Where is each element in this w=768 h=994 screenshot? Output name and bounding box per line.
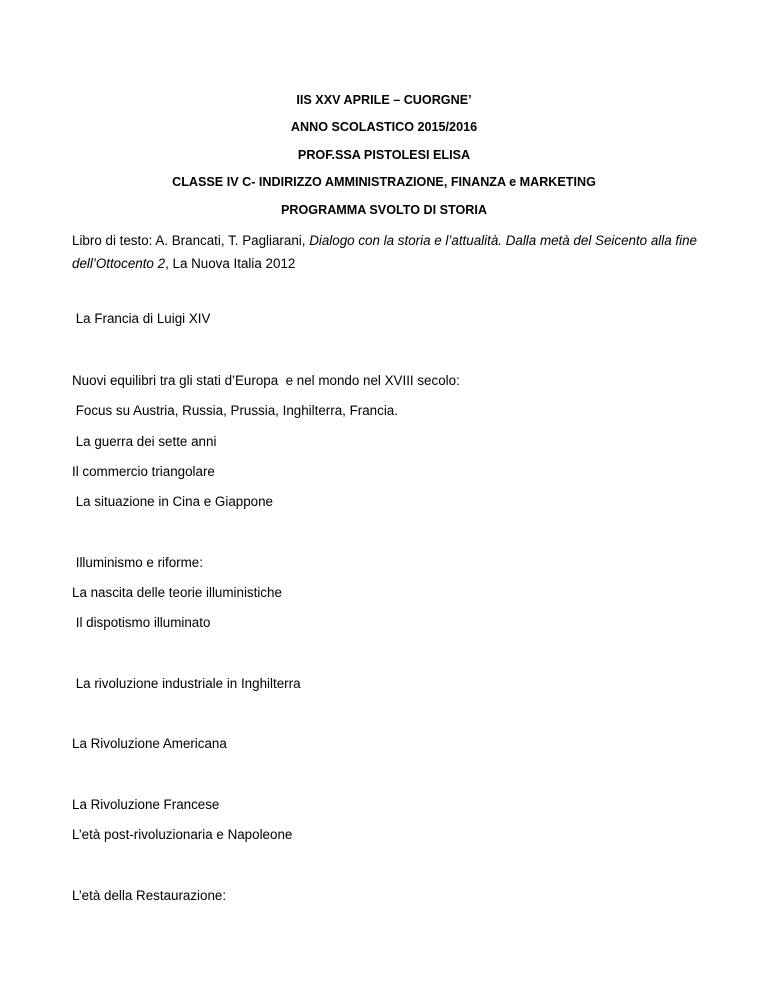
school-name: IIS XXV APRILE – CUORGNE’ [296, 93, 472, 107]
teacher-name: PROF.SSA PISTOLESI ELISA [297, 148, 471, 162]
topic-cina-giappone: La situazione in Cina e Giappone [72, 494, 273, 509]
topic-eta-post-rivoluzionaria: L’età post-rivoluzionaria e Napoleone [72, 827, 293, 842]
program-title: PROGRAMMA SVOLTO DI STORIA [281, 203, 487, 217]
topic-rivoluzione-francese: La Rivoluzione Francese [72, 797, 220, 812]
topic-guerra-sette-anni: La guerra dei sette anni [72, 434, 217, 449]
topic-rivoluzione-industriale: La rivoluzione industriale in Inghilterra [72, 676, 301, 691]
topic-nuovi-equilibri: Nuovi equilibri tra gli stati d’Europa e nel mondo nel XVIII secolo: [72, 373, 460, 388]
school-year: ANNO SCOLASTICO 2015/2016 [290, 120, 478, 134]
textbook-reference [72, 229, 702, 275]
textbook-title-part1: Dialogo con la storia e l’attualità. Dalla metà del Seicento alla fine [309, 233, 698, 248]
topic-teorie-illuministiche: La nascita delle teorie illuministiche [72, 585, 282, 600]
textbook-prefix: Libro di testo: A. Brancati, T. Pagliarani, [72, 233, 310, 248]
topic-rivoluzione-americana: La Rivoluzione Americana [72, 736, 227, 751]
topic-francia-luigi-xiv: La Francia di Luigi XIV [72, 311, 211, 326]
topic-commercio-triangolare: Il commercio triangolare [72, 464, 215, 479]
topic-illuminismo-riforme: Illuminismo e riforme: [72, 555, 203, 570]
class-info: CLASSE IV C- INDIRIZZO AMMINISTRAZIONE, FINANZA e MARKETING [172, 175, 596, 189]
topic-focus-stati: Focus su Austria, Russia, Prussia, Inghilterra, Francia. [72, 403, 398, 418]
topic-restaurazione: L’età della Restaurazione: [72, 888, 227, 903]
textbook-title-part2: dell’Ottocento 2 [72, 256, 166, 271]
textbook-suffix: , La Nuova Italia 2012 [165, 256, 296, 271]
topic-dispotismo-illuminato: Il dispotismo illuminato [72, 615, 211, 630]
